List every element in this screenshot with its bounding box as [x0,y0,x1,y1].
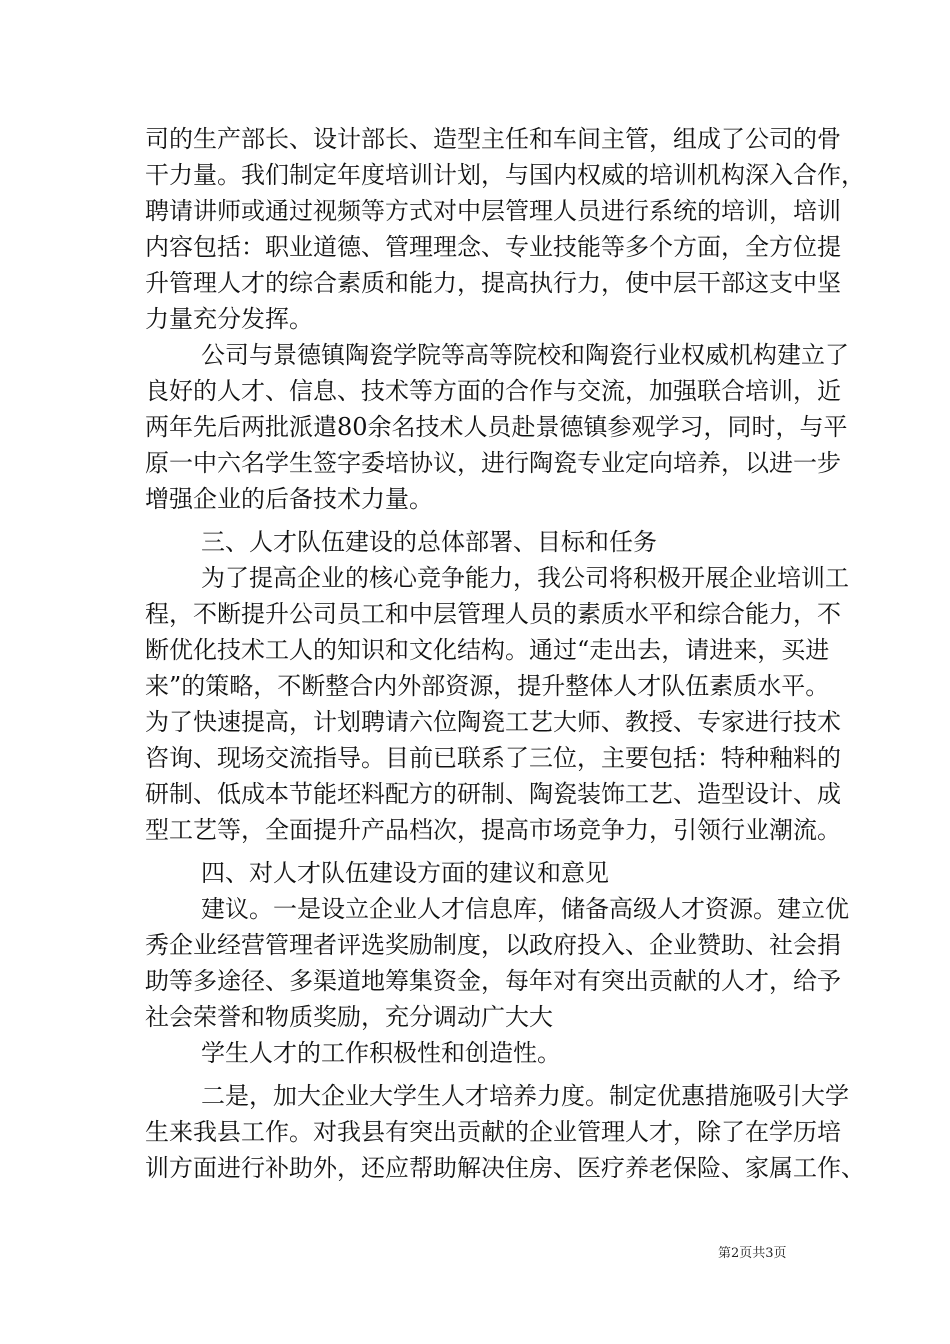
body-text-line: 训方面进行补助外，还应帮助解决住房、医疗养老保险、家属工作、 [145,1154,865,1182]
body-text-line: 型工艺等，全面提升产品档次，提高市场竞争力，引领行业潮流。 [145,816,841,844]
body-text-line: 助等多途径、多渠道地筹集资金，每年对有突出贡献的人才，给予 [145,967,841,995]
body-text-line: 内容包括：职业道德、管理理念、专业技能等多个方面，全方位提 [145,233,841,261]
paragraph-start-line: 建议。一是设立企业人才信息库，储备高级人才资源。建立优 [201,895,849,923]
body-text-line: 力量充分发挥。 [145,305,313,333]
body-text-line: 学生人才的工作积极性和创造性。 [201,1039,561,1067]
body-text-line: 为了快速提高，计划聘请六位陶瓷工艺大师、教授、专家进行技术 [145,708,841,736]
body-text-line: 断优化技术工人的知识和文化结构。通过“走出去，请进来，买进 [145,636,830,664]
body-text-line: 良好的人才、信息、技术等方面的合作与交流，加强联合培训，近 [145,377,841,405]
section-heading-3: 三、人才队伍建设的总体部署、目标和任务 [201,528,657,556]
body-text-line: 社会荣誉和物质奖励，充分调动广大大 [145,1003,553,1031]
body-text-line: 秀企业经营管理者评选奖励制度，以政府投入、企业赞助、社会捐 [145,931,841,959]
paragraph-start-line: 为了提高企业的核心竞争能力，我公司将积极开展企业培训工 [201,564,849,592]
paragraph-start-line: 二是，加大企业大学生人才培养力度。制定优惠措施吸引大学 [201,1082,849,1110]
body-text-line: 增强企业的后备技术力量。 [145,485,433,513]
body-text-line: 研制、低成本节能坯料配方的研制、陶瓷装饰工艺、造型设计、成 [145,780,841,808]
body-text-line: 咨询、现场交流指导。目前已联系了三位，主要包括：特种釉料的 [145,744,841,772]
body-text-line: 干力量。我们制定年度培训计划，与国内权威的培训机构深入合作， [145,161,865,189]
body-text-line: 来”的策略，不断整合内外部资源，提升整体人才队伍素质水平。 [145,672,830,700]
page-number-footer: 第2页共3页 [718,1246,787,1261]
section-heading-4: 四、对人才队伍建设方面的建议和意见 [201,859,609,887]
body-text-line: 生来我县工作。对我县有突出贡献的企业管理人才，除了在学历培 [145,1118,841,1146]
body-text-line: 原一中六名学生签字委培协议，进行陶瓷专业定向培养，以进一步 [145,449,841,477]
body-text-line: 两年先后两批派遣80余名技术人员赴景德镇参观学习，同时，与平 [145,413,848,441]
body-text-line: 聘请讲师或通过视频等方式对中层管理人员进行系统的培训，培训 [145,197,841,225]
body-text-line: 程，不断提升公司员工和中层管理人员的素质水平和综合能力，不 [145,600,841,628]
paragraph-start-line: 公司与景德镇陶瓷学院等高等院校和陶瓷行业权威机构建立了 [201,341,849,369]
body-text-line: 升管理人才的综合素质和能力，提高执行力，使中层干部这支中坚 [145,269,841,297]
body-text-line: 司的生产部长、设计部长、造型主任和车间主管，组成了公司的骨 [145,125,841,153]
